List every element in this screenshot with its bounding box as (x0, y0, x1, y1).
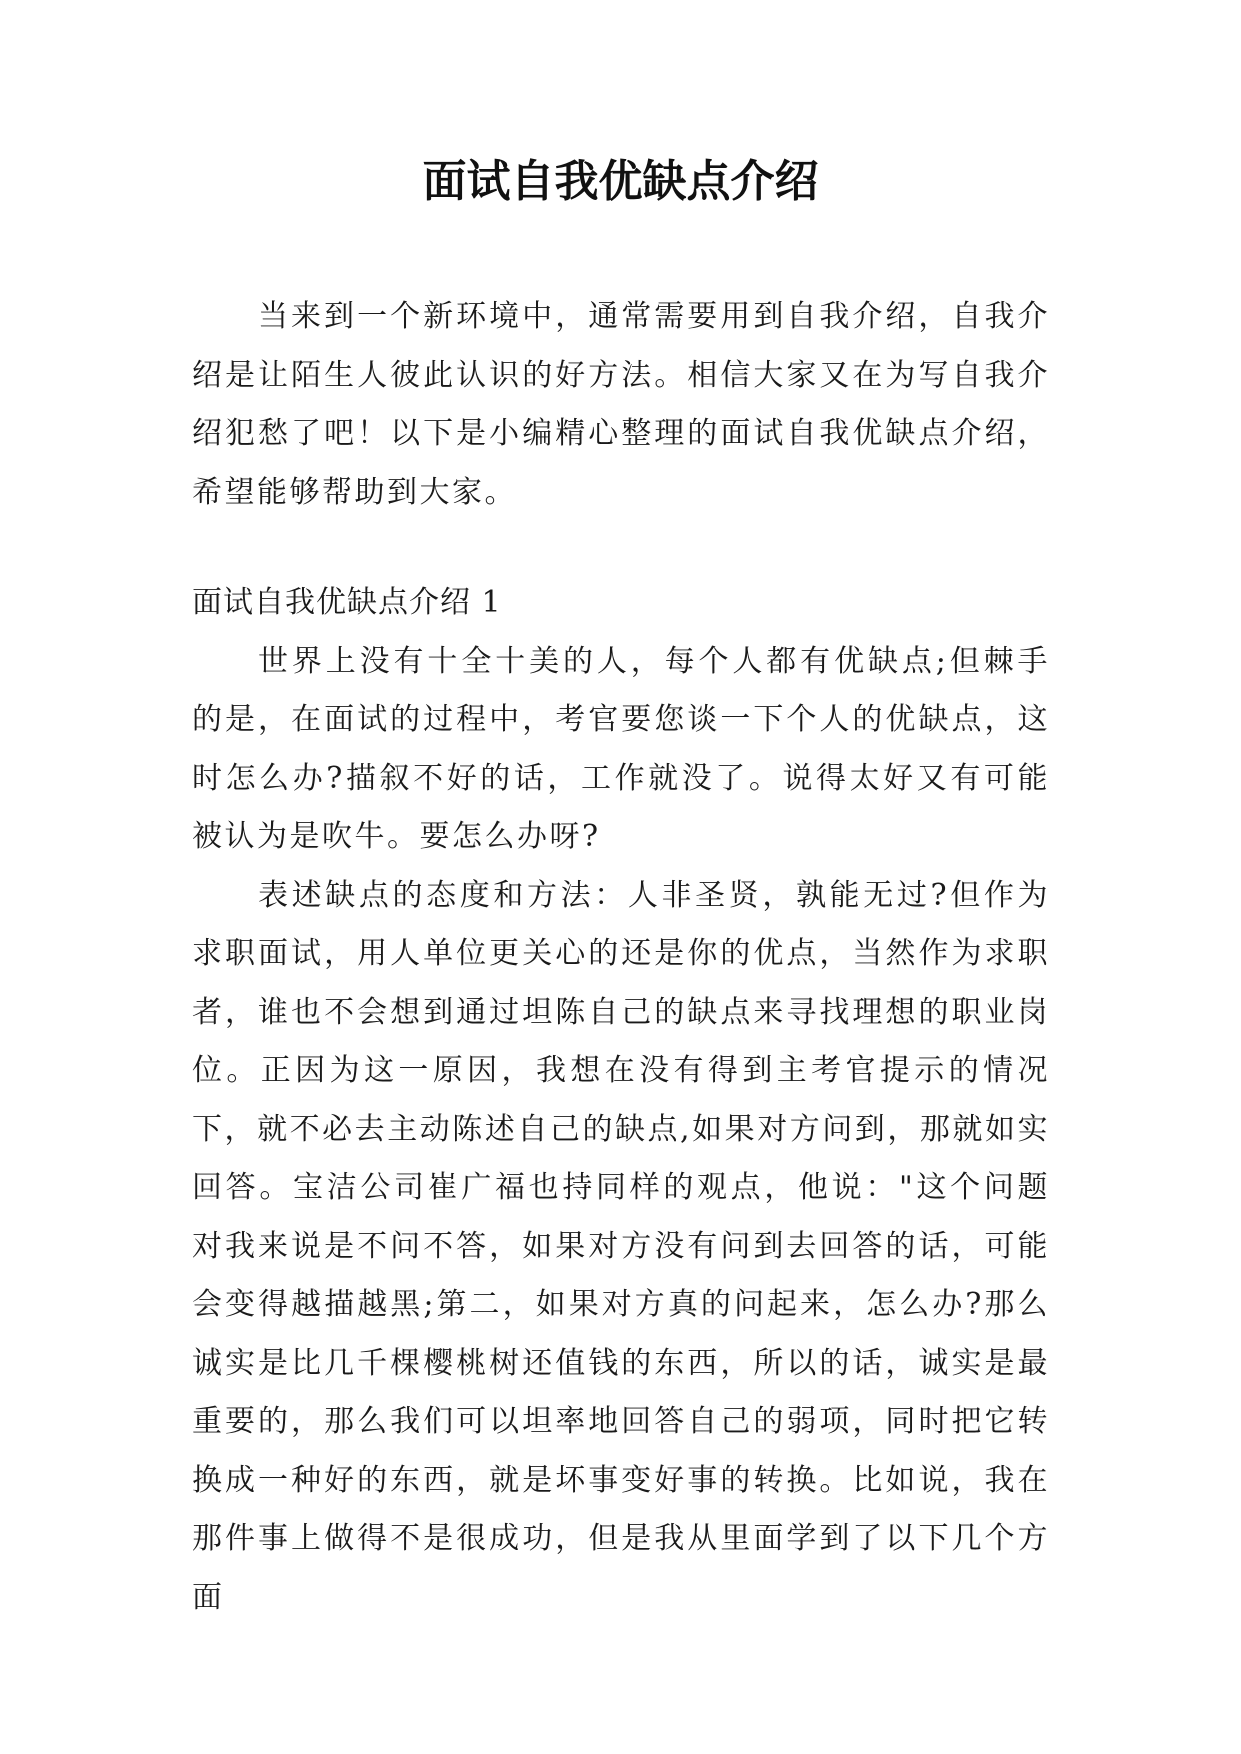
body-paragraph-2: 表述缺点的态度和方法：人非圣贤，孰能无过?但作为求职面试，用人单位更关心的还是你的优点，当然作为求职者，谁也不会想到通过坦陈自己的缺点来寻找理想的职业岗位。正因为这一原因，我想在没有得到主考官提示的情况下，就不必去主动陈述自己的缺点,如果对方问到，那就如实回答。宝洁公司崔广福也持同样的观点，他说："这个问题对我来说是不问不答，如果对方没有问到去回答的话，可能会变得越描越黑;第二，如果对方真的问起来，怎么办?那么诚实是比几千棵樱桃树还值钱的东西，所以的话，诚实是最重要的，那么我们可以坦率地回答自己的弱项，同时把它转换成一种好的东西，就是坏事变好事的转换。比如说，我在那件事上做得不是很成功，但是我从里面学到了以下几个方面 (192, 877, 1050, 1615)
document-body (192, 288, 1050, 1627)
intro-paragraph: 当来到一个新环境中，通常需要用到自我介绍，自我介绍是让陌生人彼此认识的好方法。相信大家又在为写自我介绍犯愁了吧！以下是小编精心整理的面试自我优缺点介绍，希望能够帮助到大家。 (192, 299, 1050, 510)
body-paragraph-1: 世界上没有十全十美的人，每个人都有优缺点;但棘手的是，在面试的过程中，考官要您谈一下个人的优缺点，这时怎么办?描叙不好的话，工作就没了。说得太好又有可能被认为是吹牛。要怎么办呀? (192, 643, 1050, 854)
document-title: 面试自我优缺点介绍 (422, 156, 819, 207)
section-heading: 面试自我优缺点介绍 1 (192, 585, 502, 620)
